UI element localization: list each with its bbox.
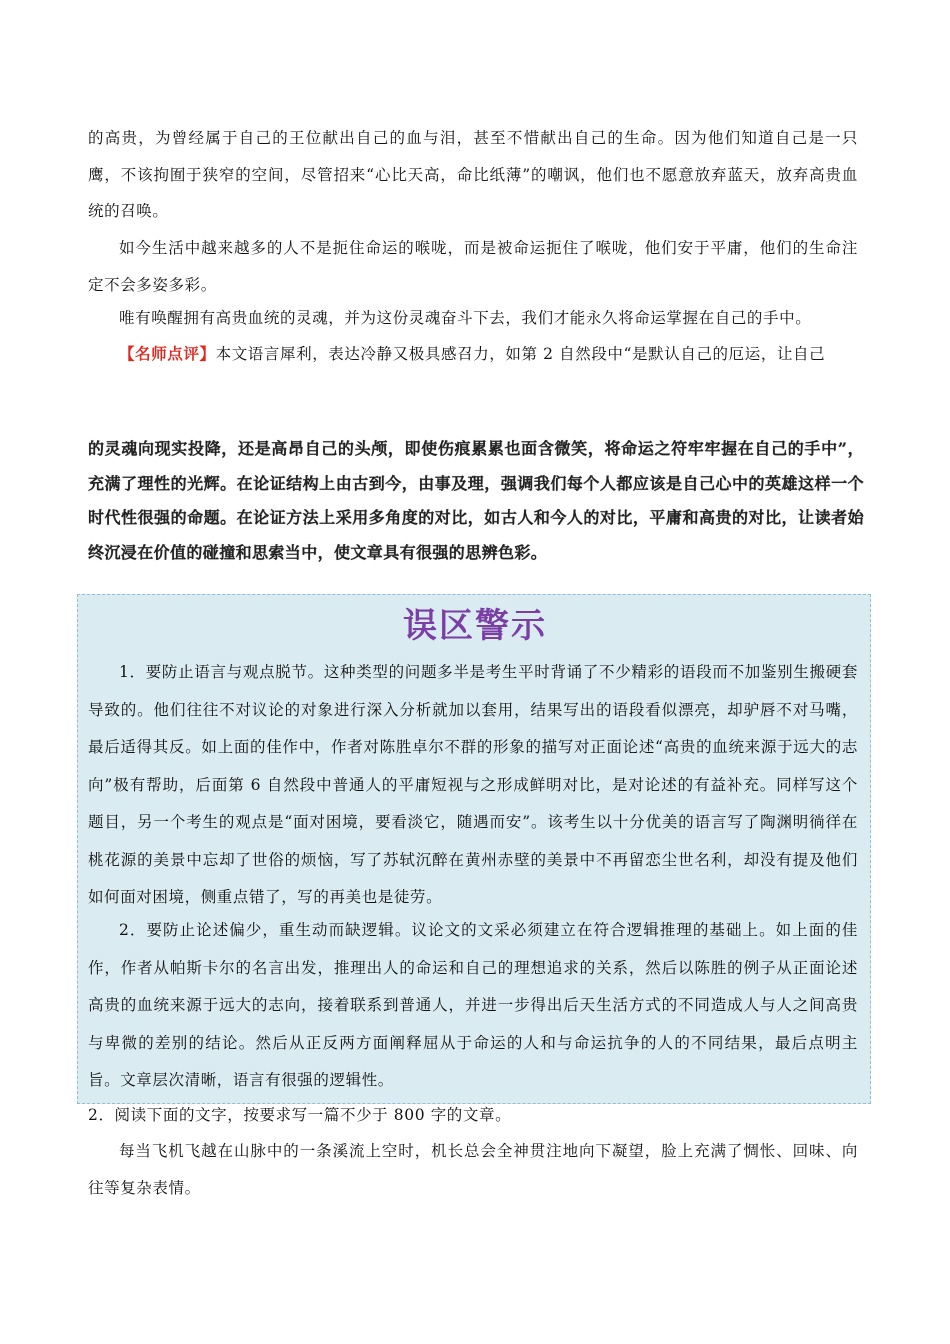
warning-point-2: 2．要防止论述偏少，重生动而缺逻辑。议论文的文采必须建立在符合逻辑推理的基础上。如上面的佳作，作者从帕斯卡尔的名言出发，推理出人的命运和自己的理想追求的关系，然后以陈胜的例子从正面论述高贵的血统来源于远大的志向，接着联系到普通人，并进一步得出后天生活方式的不同造成人与人之间高贵与卑微的差别的结论。然后从正反两方面阐释屈从于命运的人和与命运抗争的人的不同结果，最后点明主旨。文章层次清晰，语言有很强的逻辑性。 — [88, 921, 858, 1089]
warning-box-title: 误区警示 — [403, 606, 547, 646]
scanned-comment-continuation: 的灵魂向现实投降，还是高昂自己的头颅，即使伤痕累累也面含微笑，将命运之符牢牢握在自己的手中”，充满了理性的光辉。在论证结构上由古到今，由事及理，强调我们每个人都应该是自己心中的英雄这样一个时代性很强的命题。在论证方法上采用多角度的对比，如古人和今人的对比，平庸和高贵的对比，让读者始终沉浸在价值的碰撞和思索当中，使文章具有很强的思辨色彩。 — [88, 439, 864, 562]
question-prompt: 2．阅读下面的文字，按要求写一篇不少于 800 字的文章。 — [88, 1106, 512, 1124]
intro-paragraph-2: 如今生活中越来越多的人不是扼住命运的喉咙，而是被命运扼住了喉咙，他们安于平庸，他们的生命注定不会多姿多彩。 — [88, 239, 858, 294]
intro-paragraph-3: 唯有唤醒拥有高贵血统的灵魂，并为这份灵魂奋斗下去，我们才能永久将命运掌握在自己的手中。 — [119, 309, 812, 327]
question-material: 每当飞机飞越在山脉中的一条溪流上空时，机长总会全神贯注地向下凝望，脸上充满了惆怅、回味、向往等复杂表情。 — [88, 1142, 858, 1197]
teacher-comment-tag: 【名师点评】 — [119, 344, 216, 363]
intro-paragraph-1: 的高贵，为曾经属于自己的王位献出自己的血与泪，甚至不惜献出自己的生命。因为他们知道自己是一只鹰，不该拘囿于狭窄的空间，尽管招来“心比天高，命比纸薄”的嘲讽，他们也不愿意放弃蓝天，放弃高贵血统的召唤。 — [88, 129, 858, 220]
warning-point-1: 1．要防止语言与观点脱节。这种类型的问题多半是考生平时背诵了不少精彩的语段而不加鉴别生搬硬套导致的。他们往往不对议论的对象进行深入分析就加以套用，结果写出的语段看似漂亮，却驴唇不对马嘴，最后适得其反。如上面的佳作中，作者对陈胜卓尔不群的形象的描写对正面论述“高贵的血统来源于远大的志向”极有帮助，后面第 6 自然段中普通人的平庸短视与之形成鲜明对比，是对论述的有益补充。同样写这个题目，另一个考生的观点是“面对困境，要看淡它，随遇而安”。该考生以十分优美的语言写了陶渊明徜徉在桃花源的美景中忘却了世俗的烦恼，写了苏轼沉醉在黄州赤壁的美景中不再留恋尘世名利，却没有提及他们如何面对困境，侧重点错了，写的再美也是徒劳。 — [88, 663, 858, 906]
teacher-comment — [88, 336, 858, 373]
teacher-comment-text: 本文语言犀利，表达冷静又极具感召力，如第 2 自然段中“是默认自己的厄运，让自己 — [215, 345, 826, 363]
